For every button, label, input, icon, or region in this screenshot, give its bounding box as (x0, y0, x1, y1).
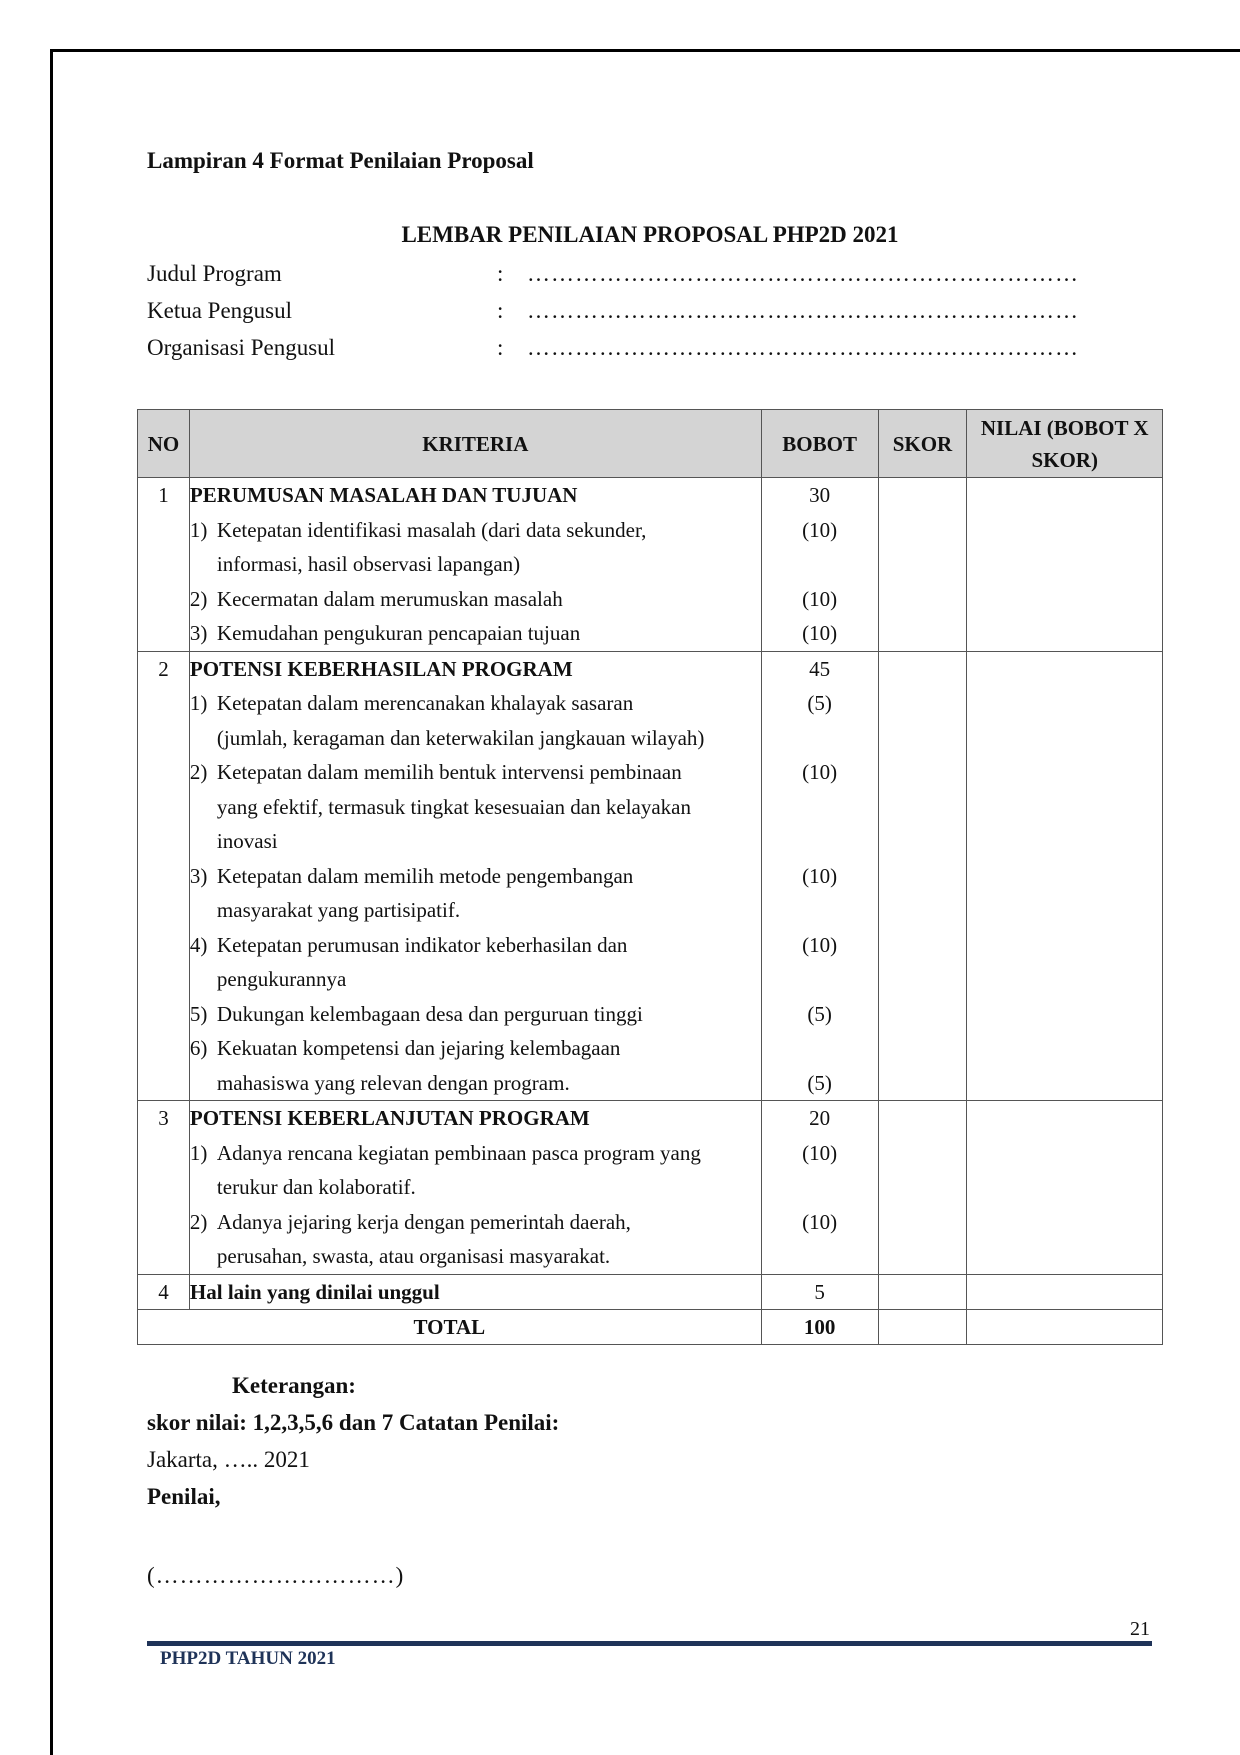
bobot-blank (762, 1031, 878, 1066)
table-row (138, 1274, 1163, 1309)
total-nilai-cell[interactable] (967, 1309, 1163, 1344)
bobot-value: (10) (802, 586, 838, 611)
nilai-cell[interactable] (967, 478, 1163, 652)
item-text: Adanya jejaring kerja dengan pemerintah daerah, (216, 1209, 631, 1234)
header-skor: SKOR (878, 410, 967, 478)
criteria-item (190, 928, 761, 963)
row-number: 3 (138, 1101, 190, 1275)
skor-cell[interactable] (878, 1101, 967, 1275)
total-label: TOTAL (138, 1309, 762, 1344)
header-no: NO (138, 410, 190, 478)
info-label: Judul Program (147, 261, 282, 286)
criteria-cell (189, 1101, 761, 1275)
bobot-blank (762, 893, 878, 928)
criteria-item (190, 1205, 761, 1240)
criteria-item (190, 997, 761, 1032)
criteria-item (190, 513, 761, 548)
nilai-cell[interactable] (967, 1101, 1163, 1275)
item-number: 2) (189, 586, 208, 611)
appendix-heading: Lampiran 4 Format Penilaian Proposal (147, 148, 534, 173)
skor-cell[interactable] (878, 478, 967, 652)
info-colon: : (497, 298, 504, 323)
bobot-value: (10) (802, 517, 838, 542)
criteria-title: PERUMUSAN MASALAH DAN TUJUAN (189, 483, 578, 507)
bobot-blank (762, 721, 878, 756)
criteria-cell (189, 651, 761, 1101)
bobot-value: 5 (761, 1274, 878, 1309)
item-text-continued: masyarakat yang partisipatif. (216, 898, 461, 922)
criteria-item (190, 755, 761, 790)
bobot-value: 45 (809, 656, 831, 681)
bobot-value: (10) (802, 621, 838, 645)
item-text: Ketepatan dalam memilih bentuk intervensi pembinaan (216, 760, 682, 784)
bobot-value: 20 (809, 1106, 831, 1130)
header-kriteria: KRITERIA (189, 410, 761, 478)
assessor-label: Penilai, (147, 1484, 221, 1509)
bobot-blank (762, 790, 878, 825)
criteria-title: POTENSI KEBERLANJUTAN PROGRAM (189, 1106, 590, 1130)
item-text-continued: perusahan, swasta, atau organisasi masyarakat. (216, 1244, 611, 1268)
item-text-continued: informasi, hasil observasi lapangan) (216, 552, 521, 576)
bobot-value: (10) (802, 1140, 838, 1165)
skor-cell[interactable] (878, 1274, 967, 1309)
criteria-cell (189, 478, 761, 652)
criteria-item (190, 1136, 761, 1171)
item-number: 5) (189, 1001, 208, 1026)
skor-cell[interactable] (878, 651, 967, 1101)
criteria-item (190, 686, 761, 721)
bobot-value: (10) (802, 1209, 838, 1234)
criteria-title: POTENSI KEBERHASILAN PROGRAM (189, 656, 573, 681)
item-number: 2) (189, 1209, 208, 1234)
bobot-value: (5) (807, 1001, 832, 1026)
item-number: 4) (189, 932, 208, 957)
footer-text: PHP2D TAHUN 2021 (160, 1648, 336, 1669)
info-label: Organisasi Pengusul (147, 335, 336, 360)
page-border-top (50, 49, 1240, 52)
criteria-item (190, 1031, 761, 1066)
bobot-blank (762, 547, 878, 582)
criteria-item (190, 859, 761, 894)
item-text: Ketepatan identifikasi masalah (dari data sekunder, (216, 517, 647, 542)
page-number: 21 (1130, 1618, 1150, 1640)
item-number: 3) (189, 621, 208, 645)
header-bobot: BOBOT (761, 410, 878, 478)
total-skor-cell[interactable] (878, 1309, 967, 1344)
bobot-value: 30 (809, 483, 831, 507)
criteria-item (190, 616, 761, 651)
table-header-row (138, 410, 1163, 478)
total-row (138, 1309, 1163, 1344)
info-colon: : (497, 261, 504, 286)
header-nilai-line: SKOR) (1031, 447, 1098, 472)
table-row (138, 1101, 1163, 1275)
place-date: Jakarta, ….. 2021 (147, 1447, 310, 1472)
bobot-cell (761, 1101, 878, 1275)
criteria-title: Hal lain yang dinilai unggul (189, 1274, 761, 1309)
item-number: 2) (189, 760, 208, 784)
bobot-value: (5) (807, 1070, 832, 1095)
score-note: skor nilai: 1,2,3,5,6 dan 7 Catatan Penilai: (147, 1410, 560, 1435)
row-number: 2 (138, 651, 190, 1101)
item-text: Ketepatan dalam memilih metode pengembangan (216, 863, 634, 888)
row-number: 1 (138, 478, 190, 652)
nilai-cell[interactable] (967, 1274, 1163, 1309)
item-text: Dukungan kelembagaan desa dan perguruan tinggi (216, 1001, 643, 1026)
item-text: Kekuatan kompetensi dan jejaring kelembagaan (216, 1036, 621, 1060)
item-number: 3) (189, 863, 208, 888)
item-text-continued: inovasi (216, 829, 278, 853)
footer-rule (147, 1641, 1152, 1646)
item-text: Kecermatan dalam merumuskan masalah (216, 586, 563, 611)
item-text-continued: yang efektif, termasuk tingkat kesesuaian dan kelayakan (216, 794, 691, 819)
item-number: 1) (189, 517, 208, 542)
table-row (138, 651, 1163, 1101)
header-nilai-line: NILAI (BOBOT X (980, 415, 1149, 440)
info-fill-line: …………………………………………………………… (527, 335, 1079, 360)
bobot-blank (762, 1239, 878, 1274)
row-number: 4 (138, 1274, 190, 1309)
bobot-blank (762, 824, 878, 859)
signature-line: (…………………………) (147, 1563, 405, 1588)
info-fill-line: …………………………………………………………… (527, 261, 1079, 286)
info-label: Ketua Pengusul (147, 298, 293, 323)
document-title: LEMBAR PENILAIAN PROPOSAL PHP2D 2021 (401, 222, 899, 247)
table-row (138, 478, 1163, 652)
criteria-item (190, 582, 761, 617)
item-text: Adanya rencana kegiatan pembinaan pasca program yang (216, 1140, 701, 1165)
bobot-blank (762, 962, 878, 997)
bobot-cell (761, 478, 878, 652)
total-bobot: 100 (761, 1309, 878, 1344)
item-text: Kemudahan pengukuran pencapaian tujuan (216, 621, 581, 645)
bobot-value: (10) (802, 932, 838, 957)
item-text-continued: (jumlah, keragaman dan keterwakilan jangkauan wilayah) (216, 725, 705, 750)
page-border-left (50, 49, 53, 1755)
item-text-continued: pengukurannya (216, 967, 347, 991)
keterangan-label: Keterangan: (232, 1373, 356, 1398)
header-nilai (967, 410, 1163, 478)
bobot-value: (10) (802, 863, 838, 888)
item-number: 1) (189, 691, 208, 715)
item-number: 6) (189, 1036, 208, 1060)
info-fill-line: …………………………………………………………… (527, 298, 1079, 323)
bobot-blank (762, 1170, 878, 1205)
item-number: 1) (189, 1140, 208, 1165)
bobot-cell (761, 651, 878, 1101)
item-text: Ketepatan dalam merencanakan khalayak sasaran (216, 691, 634, 715)
item-text-continued: mahasiswa yang relevan dengan program. (216, 1070, 570, 1095)
item-text-continued: terukur dan kolaboratif. (216, 1175, 416, 1199)
info-colon: : (497, 335, 504, 360)
nilai-cell[interactable] (967, 651, 1163, 1101)
bobot-value: (10) (802, 760, 838, 784)
assessment-table (137, 409, 1163, 1345)
bobot-value: (5) (807, 691, 832, 715)
item-text: Ketepatan perumusan indikator keberhasilan dan (216, 932, 628, 957)
